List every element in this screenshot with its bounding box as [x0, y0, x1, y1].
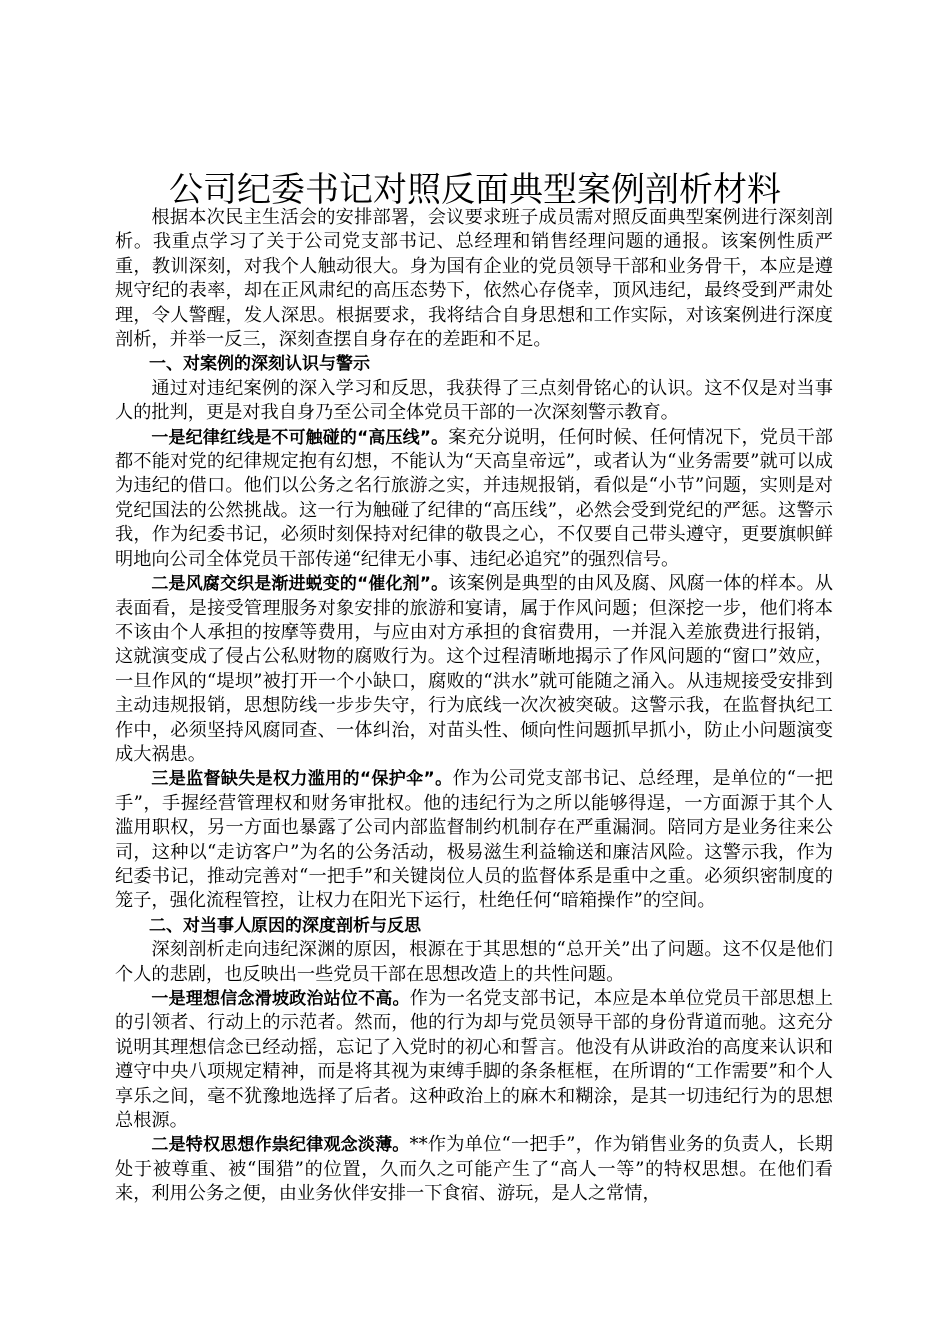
- point-text: 作为公司党支部书记、总经理，是单位的“一把手”，手握经营管理权和财务审批权。他的违纪行为之所以能够得逞，一方面源于其个人滥用职权，另一方面也暴露了公司内部监督制约机制存在严重漏洞。陪同方是业务往来公司，这种以“走访客户”为名的公务活动，极易滋生利益输送和廉洁风险。这警示我，作为纪委书记，推动完善对“一把手”和关键岗位人员的监督体系是重中之重。必须织密制度的笼子，强化流程管控，让权力在阳光下运行，杜绝任何“暗箱操作”的空间。: [115, 768, 833, 912]
- point-lead: 一是理想信念滑坡政治站位不高。: [151, 989, 410, 1009]
- point-text: 该案例是典型的由风及腐、风腐一体的样本。从表面看，是接受管理服务对象安排的旅游和宴请，属于作风问题；但深挖一步，他们将本不该由个人承担的按摩等费用，与应由对方承担的食宿费用，一并混入差旅费进行报销，这就演变成了侵占公私财物的腐败行为。这个过程清晰地揭示了作风问题的“窗口”效应，一旦作风的“堤坝”被打开一个小缺口，腐败的“洪水”就可能随之涌入。从违规接受安排到主动违规报销，思想防线一步步失守，行为底线一次次被突破。这警示我，在监督执纪工作中，必须坚持风腐同查、一体纠治，对苗头性、倾向性问题抓早抓小，防止小问题演变成大祸患。: [115, 573, 833, 765]
- point-lead: 一是纪律红线是不可触碰的“高压线”。: [151, 427, 449, 448]
- section-2-intro: 深刻剖析走向违纪深渊的原因，根源在于其思想的“总开关”出了问题。这不仅是他们个人的悲剧，也反映出一些党员干部在思想改造上的共性问题。: [115, 939, 833, 985]
- point-text: 作为一名党支部书记，本应是本单位党员干部思想上的引领者、行动上的示范者。然而，他的行为却与党员领导干部的身份背道而驰。这充分说明其理想信念已经动摇，忘记了入党时的初心和誓言。他没有从讲政治的高度来认识和遵守中央八项规定精神，而是将其视为束缚手脚的条条框框，在所谓的“工作需要”和个人享乐之间，毫不犹豫地选择了后者。这种政治上的麻木和糊涂，是其一切违纪行为的思想总根源。: [115, 988, 833, 1132]
- section-1-point-2: [115, 572, 833, 767]
- section-heading-2: 二、对当事人原因的深度剖析与反思: [149, 915, 421, 936]
- document-title: 公司纪委书记对照反面典型案例剖析材料: [169, 170, 781, 210]
- section-1-point-1: [115, 426, 833, 572]
- point-lead: 三是监督缺失是权力滥用的“保护伞”。: [151, 769, 453, 790]
- section-1-point-3: [115, 767, 833, 913]
- section-1-intro: 通过对违纪案例的深入学习和反思，我获得了三点刻骨铭心的认识。这不仅是对当事人的批判，更是对我自身乃至公司全体党员干部的一次深刻警示教育。: [115, 377, 833, 424]
- point-lead: 二是特权思想作祟纪律观念淡薄。: [151, 1135, 410, 1156]
- section-heading-1: 一、对案例的深刻认识与警示: [149, 354, 370, 375]
- point-text: **作为单位“一把手”，作为销售业务的负责人，长期处于被尊重、被“围猎”的位置，久而久之可能产生了“高人一等”的特权思想。在他们看来，利用公务之便，由业务伙伴安排一下食宿、游玩，是人之常情，: [115, 1134, 833, 1205]
- point-lead: 二是风腐交织是渐进蜕变的“催化剂”。: [151, 574, 449, 595]
- point-text: 案充分说明，任何时候、任何情况下，党员干部都不能对党的纪律规定抱有幻想，不能认为“天高皇帝远”，或者认为“业务需要”就可以成为违纪的借口。他们以公务之名行旅游之实，并违规报销，看似是“小节”问题，实则是对党纪国法的公然挑战。这一行为触碰了纪律的“高压线”，必然会受到党纪的严惩。这警示我，作为纪委书记，必须时刻保持对纪律的敬畏之心，不仅要自己带头遵守，更要旗帜鲜明地向公司全体党员干部传递“纪律无小事、违纪必追究”的强烈信号。: [115, 426, 833, 570]
- document-body: [115, 206, 833, 1207]
- intro-paragraph: 根据本次民主生活会的安排部署，会议要求班子成员需对照反面典型案例进行深刻剖析。我重点学习了关于公司党支部书记、总经理和销售经理问题的通报。该案例性质严重，教训深刻，对我个人触动很大。身为国有企业的党员领导干部和业务骨干，本应是遵规守纪的表率，却在正风肃纪的高压态势下，依然心存侥幸，顶风违纪，最终受到严肃处理，令人警醒，发人深思。根据要求，我将结合自身思想和工作实际，对该案例进行深度剖析，并举一反三，深刻查摆自身存在的差距和不足。: [115, 207, 833, 351]
- section-2-point-1: [115, 987, 833, 1133]
- section-2-point-2: [115, 1133, 833, 1206]
